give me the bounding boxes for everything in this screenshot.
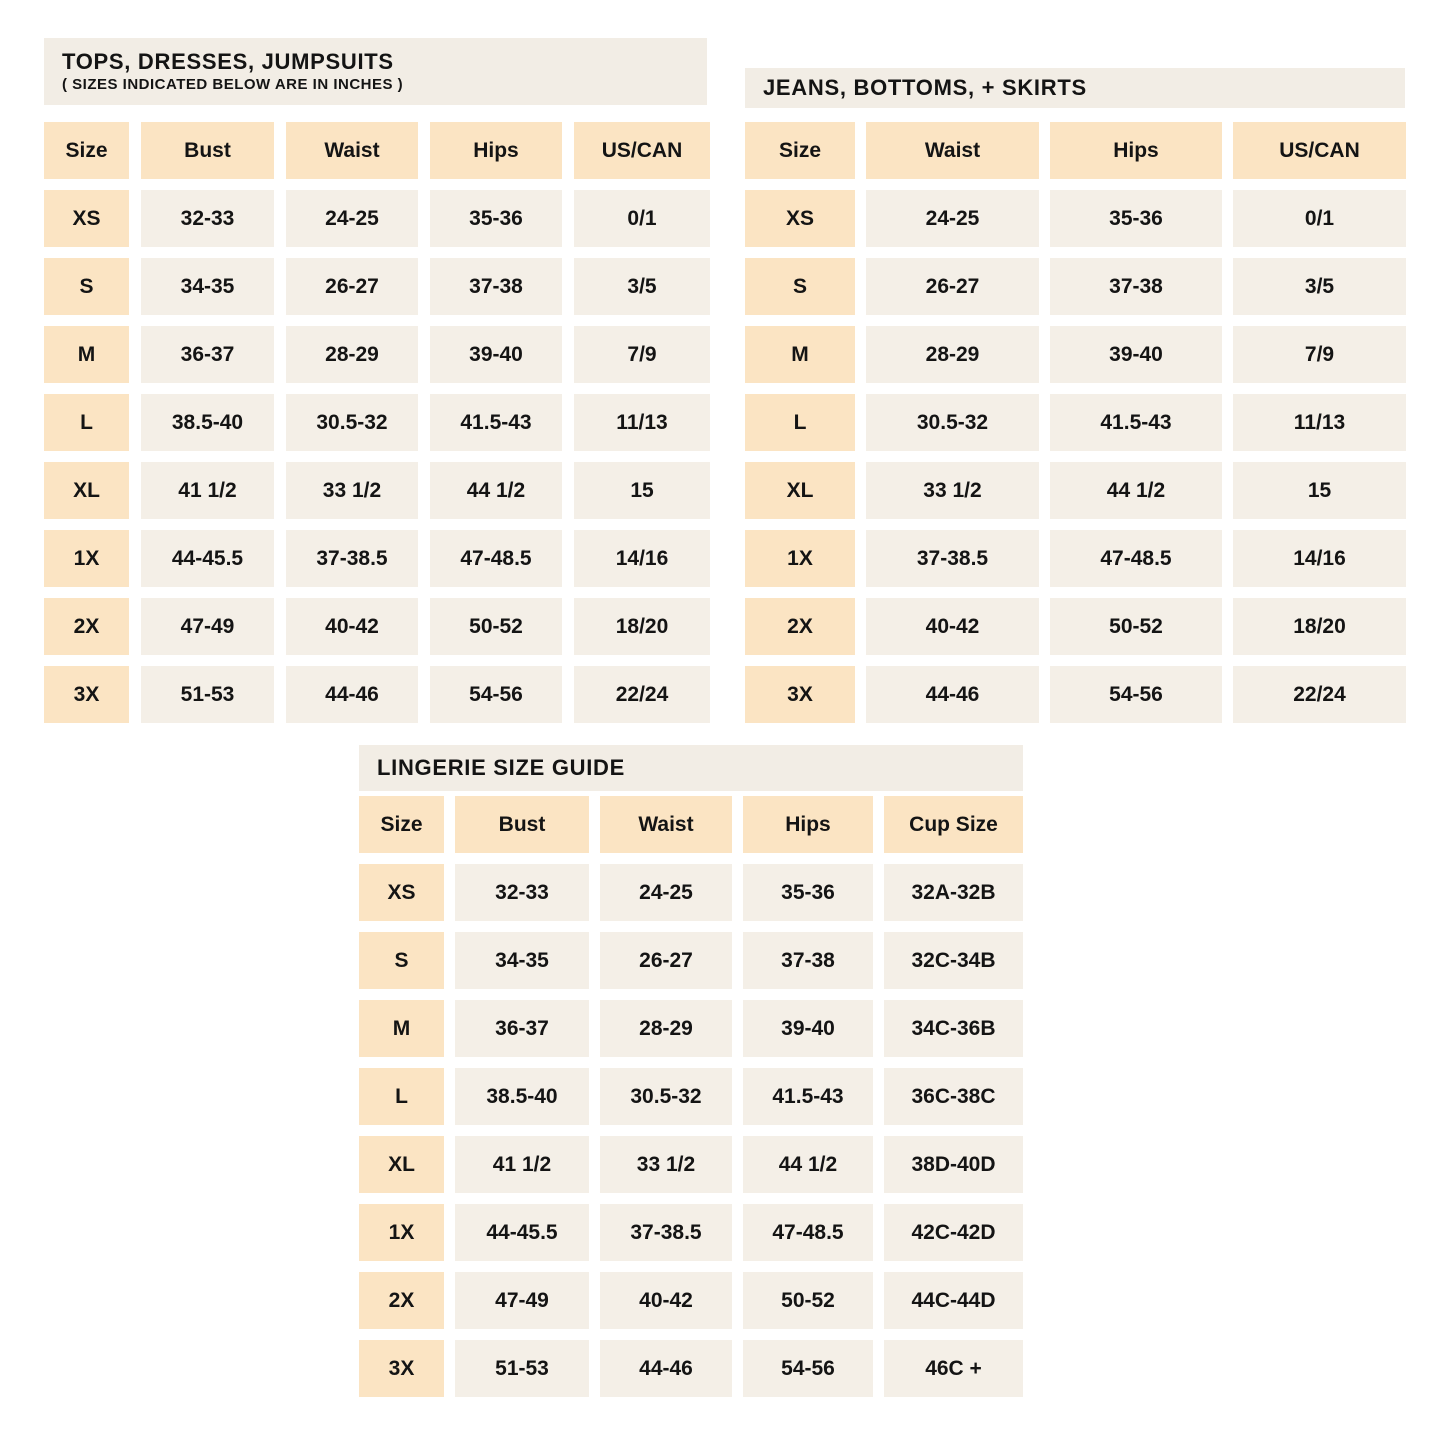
tops-cell-us-can-row2: 7/9 — [574, 326, 710, 383]
tops-cell-us-can-row5: 14/16 — [574, 530, 710, 587]
tops-cell-bust-row2: 36-37 — [141, 326, 274, 383]
tops-cell-us-can-row6: 18/20 — [574, 598, 710, 655]
tops-row-label-m: M — [44, 326, 129, 383]
tops-cell-bust-row4: 41 1/2 — [141, 462, 274, 519]
jeans-cell-hips-row0: 35-36 — [1050, 190, 1222, 247]
lingerie-cell-hips-row0: 35-36 — [743, 864, 873, 921]
tops-header-waist: Waist — [286, 122, 418, 179]
tops-cell-hips-row5: 47-48.5 — [430, 530, 562, 587]
jeans-header-size: Size — [745, 122, 855, 179]
tops-subtitle: ( SIZES INDICATED BELOW ARE IN INCHES ) — [62, 75, 404, 93]
tops-cell-waist-row5: 37-38.5 — [286, 530, 418, 587]
tops-cell-hips-row2: 39-40 — [430, 326, 562, 383]
lingerie-row-label-1x: 1X — [359, 1204, 444, 1261]
tops-title-block — [44, 38, 707, 105]
jeans-cell-hips-row4: 44 1/2 — [1050, 462, 1222, 519]
jeans-cell-waist-row7: 44-46 — [866, 666, 1039, 723]
jeans-cell-us-can-row3: 11/13 — [1233, 394, 1406, 451]
lingerie-header-bust: Bust — [455, 796, 589, 853]
jeans-cell-waist-row4: 33 1/2 — [866, 462, 1039, 519]
tops-cell-bust-row0: 32-33 — [141, 190, 274, 247]
lingerie-cell-waist-row7: 44-46 — [600, 1340, 732, 1397]
jeans-cell-waist-row2: 28-29 — [866, 326, 1039, 383]
jeans-cell-waist-row1: 26-27 — [866, 258, 1039, 315]
lingerie-cell-waist-row0: 24-25 — [600, 864, 732, 921]
lingerie-row-label-m: M — [359, 1000, 444, 1057]
lingerie-cell-hips-row6: 50-52 — [743, 1272, 873, 1329]
lingerie-row-label-xs: XS — [359, 864, 444, 921]
tops-cell-waist-row1: 26-27 — [286, 258, 418, 315]
lingerie-title-block — [359, 745, 1023, 791]
tops-row-label-3x: 3X — [44, 666, 129, 723]
tops-header-us-can: US/CAN — [574, 122, 710, 179]
tops-row-label-s: S — [44, 258, 129, 315]
lingerie-cell-waist-row2: 28-29 — [600, 1000, 732, 1057]
lingerie-header-size: Size — [359, 796, 444, 853]
jeans-header-waist: Waist — [866, 122, 1039, 179]
lingerie-cell-hips-row7: 54-56 — [743, 1340, 873, 1397]
jeans-title: JEANS, BOTTOMS, + SKIRTS — [763, 74, 1087, 100]
lingerie-cell-waist-row3: 30.5-32 — [600, 1068, 732, 1125]
tops-cell-bust-row6: 47-49 — [141, 598, 274, 655]
lingerie-cell-cup-size-row3: 36C-38C — [884, 1068, 1023, 1125]
jeans-cell-us-can-row1: 3/5 — [1233, 258, 1406, 315]
lingerie-cell-bust-row6: 47-49 — [455, 1272, 589, 1329]
tops-header-bust: Bust — [141, 122, 274, 179]
tops-cell-waist-row4: 33 1/2 — [286, 462, 418, 519]
jeans-header-us-can: US/CAN — [1233, 122, 1406, 179]
jeans-header-hips: Hips — [1050, 122, 1222, 179]
tops-row-label-2x: 2X — [44, 598, 129, 655]
lingerie-row-label-l: L — [359, 1068, 444, 1125]
tops-cell-waist-row2: 28-29 — [286, 326, 418, 383]
lingerie-header-hips: Hips — [743, 796, 873, 853]
tops-cell-bust-row5: 44-45.5 — [141, 530, 274, 587]
tops-cell-us-can-row4: 15 — [574, 462, 710, 519]
lingerie-cell-bust-row0: 32-33 — [455, 864, 589, 921]
lingerie-cell-bust-row4: 41 1/2 — [455, 1136, 589, 1193]
tops-cell-hips-row7: 54-56 — [430, 666, 562, 723]
lingerie-cell-hips-row3: 41.5-43 — [743, 1068, 873, 1125]
jeans-row-label-3x: 3X — [745, 666, 855, 723]
jeans-cell-waist-row6: 40-42 — [866, 598, 1039, 655]
jeans-cell-us-can-row7: 22/24 — [1233, 666, 1406, 723]
tops-row-label-1x: 1X — [44, 530, 129, 587]
tops-cell-hips-row6: 50-52 — [430, 598, 562, 655]
lingerie-size-table — [359, 796, 1023, 1397]
jeans-cell-hips-row7: 54-56 — [1050, 666, 1222, 723]
lingerie-cell-bust-row2: 36-37 — [455, 1000, 589, 1057]
lingerie-cell-cup-size-row7: 46C + — [884, 1340, 1023, 1397]
tops-cell-bust-row3: 38.5-40 — [141, 394, 274, 451]
jeans-row-label-2x: 2X — [745, 598, 855, 655]
jeans-row-label-xl: XL — [745, 462, 855, 519]
lingerie-row-label-xl: XL — [359, 1136, 444, 1193]
lingerie-cell-cup-size-row4: 38D-40D — [884, 1136, 1023, 1193]
lingerie-cell-waist-row1: 26-27 — [600, 932, 732, 989]
lingerie-cell-bust-row7: 51-53 — [455, 1340, 589, 1397]
tops-cell-waist-row6: 40-42 — [286, 598, 418, 655]
tops-size-table — [44, 122, 710, 723]
lingerie-header-cup-size: Cup Size — [884, 796, 1023, 853]
lingerie-cell-hips-row2: 39-40 — [743, 1000, 873, 1057]
tops-row-label-l: L — [44, 394, 129, 451]
lingerie-header-waist: Waist — [600, 796, 732, 853]
lingerie-cell-cup-size-row1: 32C-34B — [884, 932, 1023, 989]
jeans-row-label-m: M — [745, 326, 855, 383]
jeans-cell-hips-row1: 37-38 — [1050, 258, 1222, 315]
tops-header-size: Size — [44, 122, 129, 179]
tops-row-label-xs: XS — [44, 190, 129, 247]
lingerie-cell-hips-row5: 47-48.5 — [743, 1204, 873, 1261]
jeans-row-label-xs: XS — [745, 190, 855, 247]
tops-cell-hips-row1: 37-38 — [430, 258, 562, 315]
jeans-cell-hips-row3: 41.5-43 — [1050, 394, 1222, 451]
lingerie-cell-cup-size-row5: 42C-42D — [884, 1204, 1023, 1261]
lingerie-title: LINGERIE SIZE GUIDE — [377, 754, 625, 780]
lingerie-row-label-2x: 2X — [359, 1272, 444, 1329]
lingerie-cell-bust-row3: 38.5-40 — [455, 1068, 589, 1125]
lingerie-cell-cup-size-row6: 44C-44D — [884, 1272, 1023, 1329]
jeans-cell-waist-row5: 37-38.5 — [866, 530, 1039, 587]
tops-title: TOPS, DRESSES, JUMPSUITS — [62, 48, 394, 74]
tops-cell-us-can-row3: 11/13 — [574, 394, 710, 451]
jeans-cell-hips-row6: 50-52 — [1050, 598, 1222, 655]
jeans-row-label-1x: 1X — [745, 530, 855, 587]
jeans-cell-us-can-row5: 14/16 — [1233, 530, 1406, 587]
jeans-cell-waist-row3: 30.5-32 — [866, 394, 1039, 451]
lingerie-row-label-3x: 3X — [359, 1340, 444, 1397]
tops-cell-hips-row3: 41.5-43 — [430, 394, 562, 451]
jeans-cell-us-can-row0: 0/1 — [1233, 190, 1406, 247]
jeans-row-label-l: L — [745, 394, 855, 451]
lingerie-cell-bust-row5: 44-45.5 — [455, 1204, 589, 1261]
tops-cell-us-can-row7: 22/24 — [574, 666, 710, 723]
jeans-title-block — [745, 68, 1405, 108]
tops-header-hips: Hips — [430, 122, 562, 179]
jeans-cell-us-can-row4: 15 — [1233, 462, 1406, 519]
jeans-cell-us-can-row2: 7/9 — [1233, 326, 1406, 383]
lingerie-cell-cup-size-row2: 34C-36B — [884, 1000, 1023, 1057]
tops-cell-bust-row1: 34-35 — [141, 258, 274, 315]
tops-row-label-xl: XL — [44, 462, 129, 519]
lingerie-cell-waist-row4: 33 1/2 — [600, 1136, 732, 1193]
jeans-row-label-s: S — [745, 258, 855, 315]
tops-cell-hips-row4: 44 1/2 — [430, 462, 562, 519]
lingerie-cell-hips-row1: 37-38 — [743, 932, 873, 989]
tops-cell-bust-row7: 51-53 — [141, 666, 274, 723]
tops-cell-us-can-row0: 0/1 — [574, 190, 710, 247]
tops-cell-us-can-row1: 3/5 — [574, 258, 710, 315]
jeans-cell-hips-row5: 47-48.5 — [1050, 530, 1222, 587]
lingerie-cell-hips-row4: 44 1/2 — [743, 1136, 873, 1193]
jeans-cell-hips-row2: 39-40 — [1050, 326, 1222, 383]
lingerie-cell-bust-row1: 34-35 — [455, 932, 589, 989]
lingerie-cell-waist-row6: 40-42 — [600, 1272, 732, 1329]
tops-cell-waist-row7: 44-46 — [286, 666, 418, 723]
tops-cell-hips-row0: 35-36 — [430, 190, 562, 247]
lingerie-cell-cup-size-row0: 32A-32B — [884, 864, 1023, 921]
jeans-size-table — [745, 122, 1406, 723]
tops-cell-waist-row0: 24-25 — [286, 190, 418, 247]
jeans-cell-waist-row0: 24-25 — [866, 190, 1039, 247]
lingerie-row-label-s: S — [359, 932, 444, 989]
tops-cell-waist-row3: 30.5-32 — [286, 394, 418, 451]
jeans-cell-us-can-row6: 18/20 — [1233, 598, 1406, 655]
lingerie-cell-waist-row5: 37-38.5 — [600, 1204, 732, 1261]
